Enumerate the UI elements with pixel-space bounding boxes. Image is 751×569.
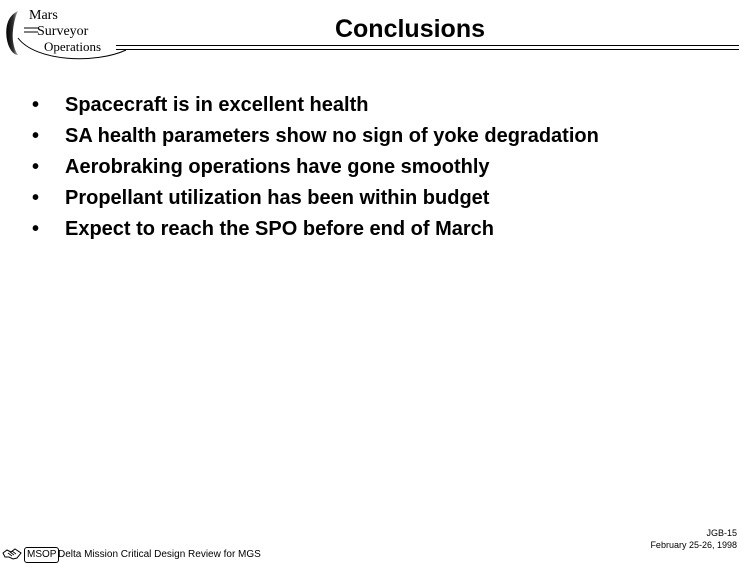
slide-id: JGB-15 — [706, 528, 737, 538]
org-badge: MSOP — [24, 547, 59, 563]
bullet-icon: • — [32, 218, 40, 240]
review-name: Delta Mission Critical Design Review for MGS — [58, 549, 261, 560]
bullet-icon: • — [32, 156, 40, 178]
slide-id-block — [650, 527, 737, 551]
bullet-text: Expect to reach the SPO before end of March — [65, 218, 494, 240]
slide-date: February 25-26, 1998 — [650, 540, 737, 550]
logo-text-surveyor: Surveyor — [37, 24, 89, 39]
bullet-text: Aerobraking operations have gone smoothly — [65, 156, 490, 178]
bullet-icon: • — [32, 94, 40, 116]
logo-text-operations: Operations — [44, 39, 102, 54]
slide-title: Conclusions — [334, 15, 485, 43]
logo-text-mars: Mars — [29, 8, 58, 23]
bullet-text: SA health parameters show no sign of yoke degradation — [65, 125, 599, 147]
bullet-text: Spacecraft is in excellent health — [65, 94, 369, 116]
title-rule-top — [116, 45, 739, 46]
mars-surveyor-operations-logo — [4, 4, 128, 60]
handshake-icon — [2, 547, 22, 561]
bullet-icon: • — [32, 125, 40, 147]
bullet-text: Propellant utilization has been within budget — [65, 187, 490, 209]
title-rule-bottom — [116, 49, 739, 50]
bullet-icon: • — [32, 187, 40, 209]
